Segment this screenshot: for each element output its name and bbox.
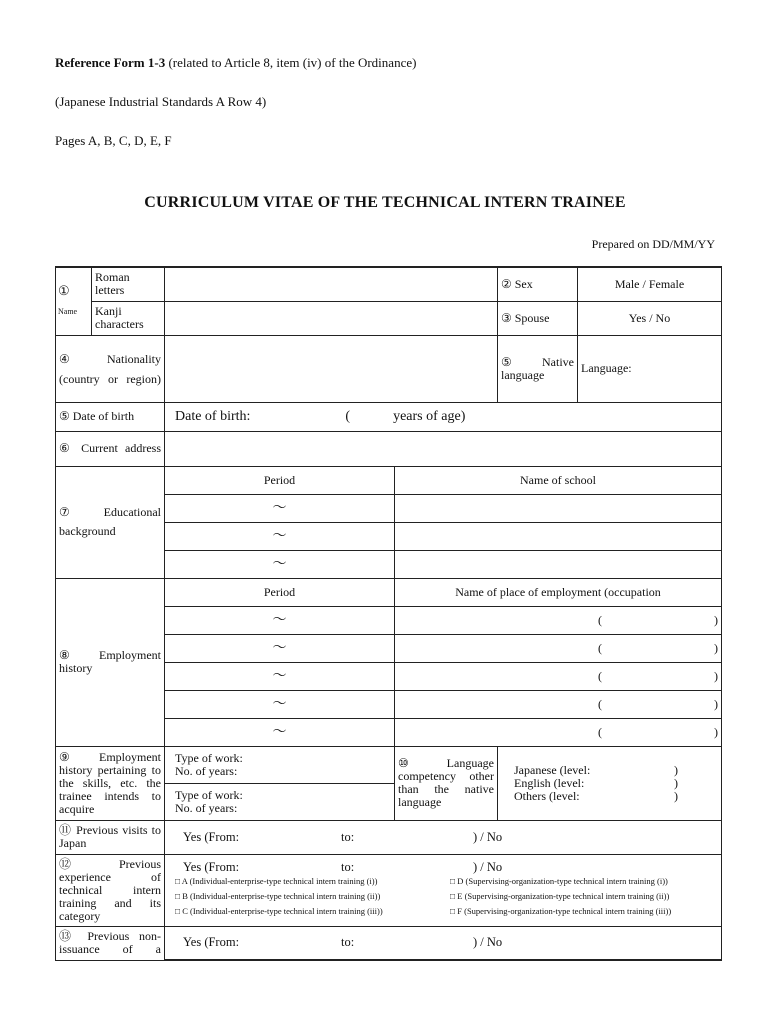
- skills-work-2[interactable]: [165, 783, 395, 820]
- experience-yes-from: Yes (From:: [183, 860, 240, 874]
- date-of-birth-label: ⑤ Date of birth: [56, 402, 165, 431]
- employment-place-3[interactable]: [395, 662, 722, 690]
- roman-letters-field[interactable]: [165, 267, 498, 301]
- paren-close: ): [714, 668, 718, 683]
- paren-open: (: [598, 640, 602, 655]
- category-option-f[interactable]: □ F (Supervising-organization-type technical intern training (iii)): [450, 906, 672, 916]
- native-language-field[interactable]: Language:: [578, 335, 722, 402]
- employment-period-3[interactable]: ～: [165, 662, 395, 690]
- cv-form-table: [55, 266, 722, 961]
- paren-close: ): [714, 696, 718, 711]
- visits-yes-from: Yes (From:: [183, 829, 240, 844]
- employment-period-header: Period: [165, 578, 395, 606]
- employment-place-1[interactable]: [395, 606, 722, 634]
- visits-to: to:: [341, 829, 355, 844]
- employment-period-4[interactable]: ～: [165, 690, 395, 718]
- language-levels[interactable]: [498, 746, 722, 820]
- paren-open: (: [598, 668, 602, 683]
- employment-place-4[interactable]: [395, 690, 722, 718]
- visits-no: ) / No: [473, 829, 503, 844]
- category-option-b[interactable]: □ B (Individual-enterprise-type technical intern training (ii)): [175, 891, 381, 901]
- paren-close: ): [714, 640, 718, 655]
- english-level: English (level:: [514, 775, 585, 790]
- reference-form-note: (related to Article 8, item (iv) of the Ordinance): [165, 55, 417, 70]
- years-label: No. of years:: [175, 763, 238, 778]
- category-option-e[interactable]: □ E (Supervising-organization-type technical intern training (ii)): [450, 891, 670, 901]
- education-school-3[interactable]: [395, 550, 722, 578]
- type-of-work-label: Type of work:: [175, 750, 243, 765]
- employment-place-5[interactable]: [395, 718, 722, 746]
- category-options: [175, 874, 719, 919]
- employment-place-2[interactable]: [395, 634, 722, 662]
- previous-experience-label: ⑫ Previous experience of technical intern training and its category: [56, 854, 165, 926]
- category-option-d[interactable]: □ D (Supervising-organization-type technical intern training (i)): [450, 876, 668, 886]
- skills-history-label: ⑨ Employment history pertaining to the skills, etc. the trainee intends to acquire: [56, 746, 165, 820]
- sex-value[interactable]: Male / Female: [578, 267, 722, 301]
- roman-letters-label: Roman letters: [92, 267, 165, 301]
- nationality-field[interactable]: [165, 335, 498, 402]
- pages-line: Pages A, B, C, D, E, F: [55, 133, 172, 148]
- employment-place-header: Name of place of employment (occupation: [395, 578, 722, 606]
- education-school-2[interactable]: [395, 522, 722, 550]
- page-title: CURRICULUM VITAE OF THE TECHNICAL INTERN TRAINEE: [144, 194, 626, 211]
- sex-label: ② Sex: [498, 267, 578, 301]
- experience-to: to:: [341, 860, 355, 874]
- education-period-2[interactable]: ～: [165, 522, 395, 550]
- kanji-characters-field[interactable]: [165, 301, 498, 335]
- paren-close: ): [714, 612, 718, 627]
- age-open-paren: (: [345, 409, 351, 424]
- standards-line: (Japanese Industrial Standards A Row 4): [55, 94, 267, 109]
- spouse-label: ③ Spouse: [498, 301, 578, 335]
- name-label-cell: [56, 267, 92, 335]
- prepared-date: Prepared on DD/MM/YY: [591, 237, 715, 251]
- kanji-characters-label: Kanji characters: [92, 301, 165, 335]
- category-option-c[interactable]: □ C (Individual-enterprise-type technical intern training (iii)): [175, 906, 383, 916]
- paren-open: (: [598, 696, 602, 711]
- name-number: ①: [58, 283, 70, 299]
- previous-visits-field[interactable]: [165, 820, 722, 854]
- previous-visits-label: ⑪ Previous visits to Japan: [56, 820, 165, 854]
- date-of-birth-text: Date of birth:: [175, 409, 251, 424]
- employment-label: ⑧ Employment history: [56, 578, 165, 746]
- previous-experience-field[interactable]: [165, 854, 722, 926]
- education-school-1[interactable]: [395, 494, 722, 522]
- date-of-birth-field[interactable]: [165, 402, 722, 431]
- current-address-field[interactable]: [165, 431, 722, 466]
- others-close: ): [674, 788, 678, 803]
- paren-open: (: [598, 724, 602, 739]
- current-address-label: ⑥ Current address: [56, 431, 165, 466]
- education-period-1[interactable]: ～: [165, 494, 395, 522]
- non-issuance-field[interactable]: [165, 926, 722, 960]
- spouse-value[interactable]: Yes / No: [578, 301, 722, 335]
- others-level: Others (level:: [514, 788, 580, 803]
- education-school-header: Name of school: [395, 466, 722, 494]
- japanese-level: Japanese (level:: [514, 762, 591, 777]
- education-period-header: Period: [165, 466, 395, 494]
- english-close: ): [674, 775, 678, 790]
- skills-work-1[interactable]: [165, 746, 395, 783]
- age-text: years of age): [393, 409, 466, 424]
- reference-form-line: [55, 55, 416, 71]
- nationality-label: ④ Nationality (country or region): [56, 335, 165, 402]
- nonissuance-to: to:: [341, 935, 355, 950]
- employment-period-2[interactable]: ～: [165, 634, 395, 662]
- japanese-close: ): [674, 762, 678, 777]
- non-issuance-label: ⑬ Previous non-issuance of a: [56, 926, 165, 960]
- employment-period-5[interactable]: ～: [165, 718, 395, 746]
- type-of-work-label: Type of work:: [175, 787, 243, 802]
- name-label: Name: [58, 307, 78, 317]
- category-option-a[interactable]: □ A (Individual-enterprise-type technical intern training (i)): [175, 876, 378, 886]
- paren-close: ): [714, 724, 718, 739]
- reference-form-title: Reference Form 1-3: [55, 55, 166, 70]
- native-language-label: ⑤ Native language: [498, 335, 578, 402]
- education-period-3[interactable]: ～: [165, 550, 395, 578]
- paren-open: (: [598, 612, 602, 627]
- years-label: No. of years:: [175, 800, 238, 815]
- nonissuance-yes-from: Yes (From:: [183, 935, 240, 950]
- nonissuance-no: ) / No: [473, 935, 503, 950]
- language-competency-label: ⑩ Language competency other than the native language: [395, 746, 498, 820]
- experience-no: ) / No: [473, 860, 503, 874]
- employment-period-1[interactable]: ～: [165, 606, 395, 634]
- education-label: ⑦ Educational background: [56, 466, 165, 578]
